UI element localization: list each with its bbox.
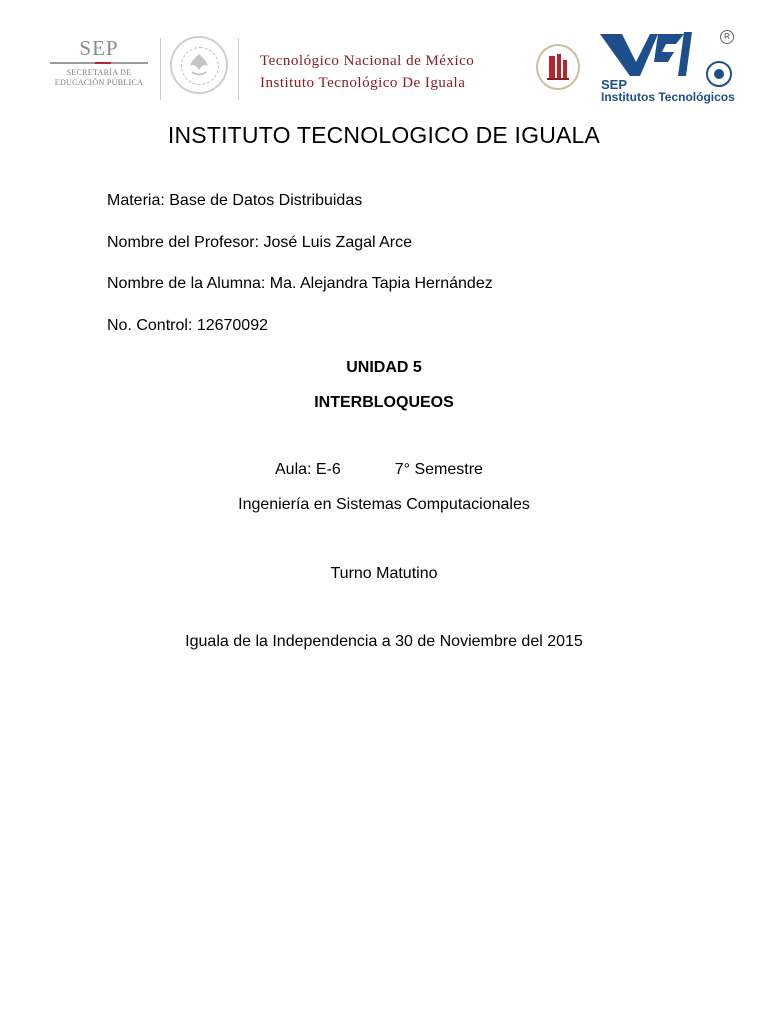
divider xyxy=(160,38,161,100)
document-title: INSTITUTO TECNOLOGICO DE IGUALA xyxy=(167,122,601,148)
sep-logo-bar xyxy=(50,62,148,64)
aula-semestre-row xyxy=(275,461,483,479)
unit-heading: UNIDAD 5 xyxy=(346,359,422,376)
alumna-field: Nombre de la Alumna: Ma. Alejandra Tapia Hernández xyxy=(107,275,493,292)
materia-field: Materia: Base de Datos Distribuidas xyxy=(107,192,363,209)
aula-text: Aula: E-6 xyxy=(275,461,341,478)
semestre-text: 7° Semestre xyxy=(394,461,483,478)
place-date-text: Iguala de la Independencia a 30 de Noviembre del 2015 xyxy=(185,633,583,650)
itiguala-logo-icon xyxy=(536,44,580,90)
carrera-text: Ingeniería en Sistemas Computacionales xyxy=(238,496,530,513)
registered-mark-icon: R xyxy=(720,30,734,44)
control-field: No. Control: 12670092 xyxy=(107,317,268,334)
sep-logo-subtitle-2: EDUCACIÓN PÚBLICA xyxy=(54,78,144,87)
sep-logo xyxy=(44,36,154,104)
topic-heading: INTERBLOQUEOS xyxy=(314,394,454,411)
ssit-sep-label: SEP xyxy=(601,77,628,92)
divider xyxy=(238,38,239,100)
header-logos xyxy=(36,30,740,108)
profesor-field: Nombre del Profesor: José Luis Zagal Arce xyxy=(107,234,413,251)
tower-icon xyxy=(546,52,570,82)
ssit-name: Institutos Tecnológicos xyxy=(601,90,735,104)
tecnm-name: Tecnológico Nacional de México xyxy=(260,53,475,69)
sep-logo-subtitle-1: SECRETARÍA DE xyxy=(66,68,132,77)
mexico-seal-icon xyxy=(170,36,228,94)
eagle-icon xyxy=(187,52,211,78)
itiguala-name: Instituto Tecnológico De Iguala xyxy=(260,75,466,91)
turno-text: Turno Matutino xyxy=(330,565,438,582)
sep-logo-word: SEP xyxy=(79,36,119,60)
